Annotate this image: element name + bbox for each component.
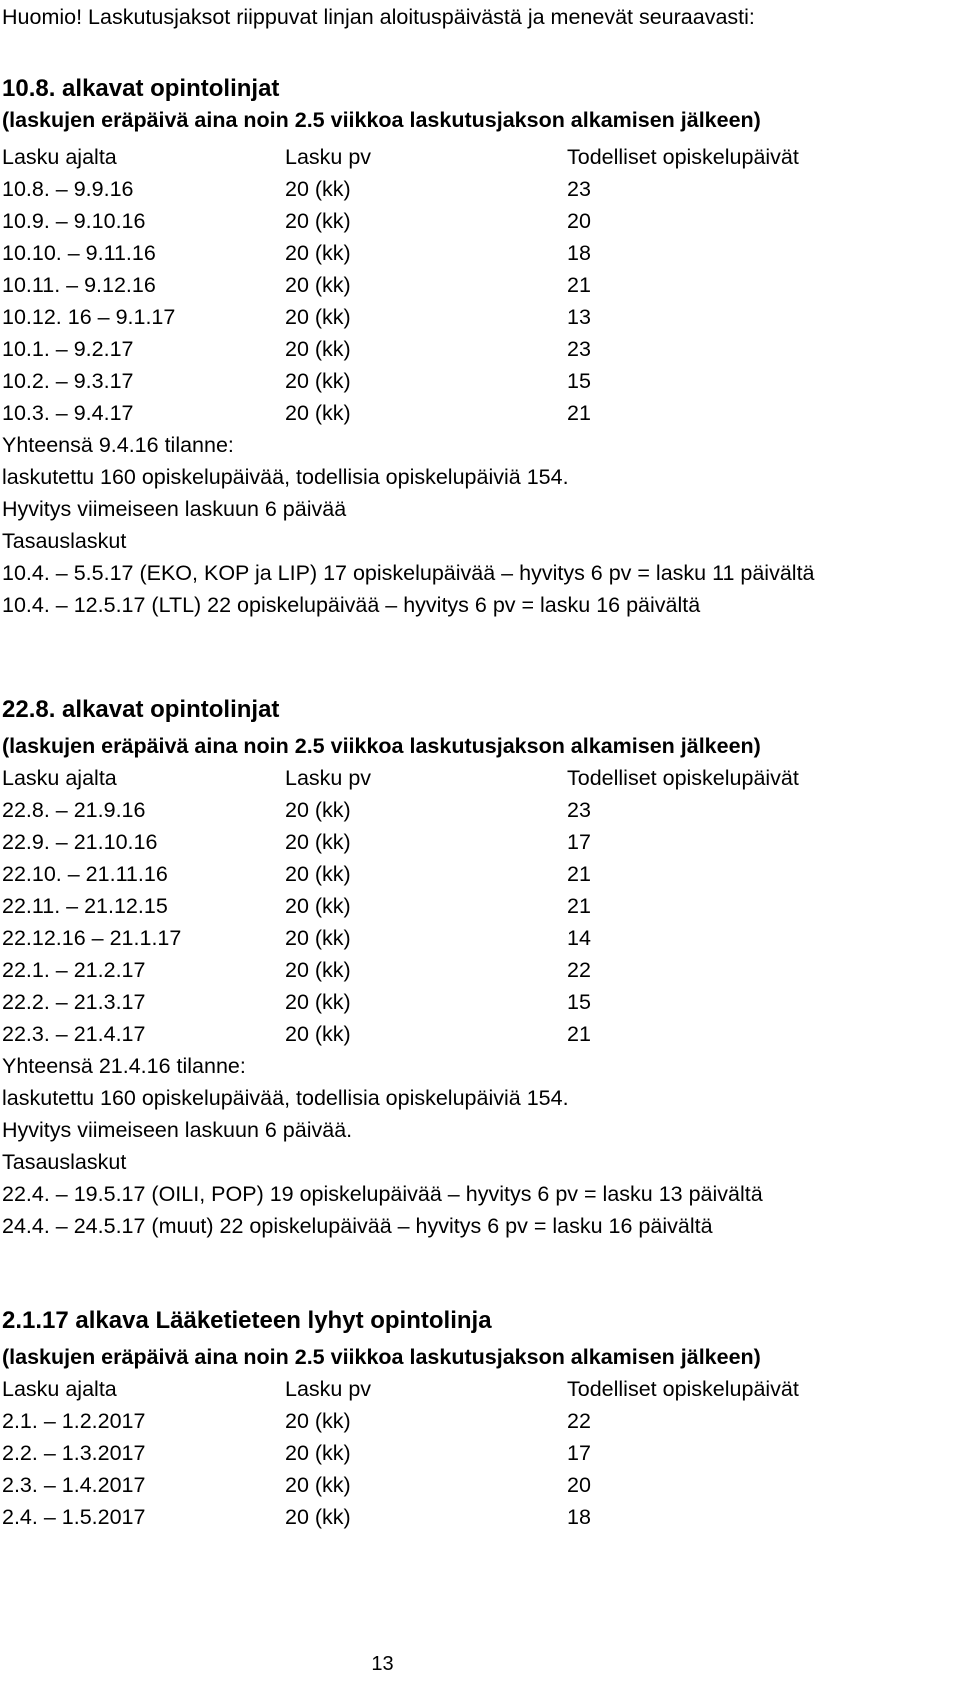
table-cell: 20 (kk) [285, 1409, 351, 1433]
table-cell: 22.2. – 21.3.17 [2, 990, 146, 1014]
table-row [2, 174, 902, 204]
table-row [2, 891, 902, 921]
column-header: Todelliset opiskelupäivät [567, 766, 799, 790]
table-row [2, 1019, 902, 1049]
balance-title: Tasauslaskut [2, 1150, 127, 1174]
table-cell: 20 [567, 209, 591, 233]
table-cell: 10.1. – 9.2.17 [2, 337, 134, 361]
table-cell: 2.1. – 1.2.2017 [2, 1409, 146, 1433]
table-cell: 15 [567, 369, 591, 393]
table-cell: 20 (kk) [285, 958, 351, 982]
table-row [2, 206, 902, 236]
table-cell: 10.12. 16 – 9.1.17 [2, 305, 176, 329]
table-cell: 22.3. – 21.4.17 [2, 1022, 146, 1046]
table-cell: 10.2. – 9.3.17 [2, 369, 134, 393]
table-cell: 20 (kk) [285, 894, 351, 918]
table-cell: 20 (kk) [285, 1473, 351, 1497]
table-cell: 10.3. – 9.4.17 [2, 401, 134, 425]
table-row [2, 1502, 902, 1532]
balance-line: 10.4. – 5.5.17 (EKO, KOP ja LIP) 17 opiskelupäivää – hyvitys 6 pv = lasku 11 päivältä [2, 561, 815, 585]
table-cell: 22 [567, 958, 591, 982]
table-row [2, 955, 902, 985]
table-cell: 10.10. – 9.11.16 [2, 241, 156, 265]
table-header [2, 763, 902, 793]
table-cell: 2.2. – 1.3.2017 [2, 1441, 146, 1465]
table-cell: 23 [567, 798, 591, 822]
table-cell: 21 [567, 273, 591, 297]
table-row [2, 1470, 902, 1500]
table-row [2, 366, 902, 396]
table-cell: 20 (kk) [285, 305, 351, 329]
table-cell: 22.1. – 21.2.17 [2, 958, 146, 982]
column-header: Lasku pv [285, 145, 372, 169]
table-cell: 2.4. – 1.5.2017 [2, 1505, 146, 1529]
table-cell: 20 (kk) [285, 209, 351, 233]
refund-text: Hyvitys viimeiseen laskuun 6 päivää [2, 497, 347, 521]
table-cell: 23 [567, 177, 591, 201]
table-row [2, 859, 902, 889]
table-cell: 20 (kk) [285, 369, 351, 393]
total-text: Yhteensä 21.4.16 tilanne: [2, 1054, 246, 1078]
table-cell: 17 [567, 1441, 591, 1465]
balance-title: Tasauslaskut [2, 529, 127, 553]
billed-text: laskutettu 160 opiskelupäivää, todellisia opiskelupäiviä 154. [2, 1086, 569, 1110]
table-row [2, 795, 902, 825]
table-row [2, 270, 902, 300]
table-cell: 20 (kk) [285, 1441, 351, 1465]
table-cell: 21 [567, 401, 591, 425]
table-row [2, 238, 902, 268]
table-cell: 22.12.16 – 21.1.17 [2, 926, 182, 950]
section-subtitle: (laskujen eräpäivä aina noin 2.5 viikkoa laskutusjakson alkamisen jälkeen) [2, 734, 761, 758]
column-header: Todelliset opiskelupäivät [567, 145, 799, 169]
table-cell: 20 (kk) [285, 1505, 351, 1529]
table-row [2, 302, 902, 332]
table-cell: 10.8. – 9.9.16 [2, 177, 134, 201]
table-row [2, 923, 902, 953]
table-row [2, 827, 902, 857]
table-cell: 13 [567, 305, 591, 329]
column-header: Lasku ajalta [2, 1377, 117, 1401]
table-cell: 10.11. – 9.12.16 [2, 273, 156, 297]
section-title: 10.8. alkavat opintolinjat [2, 75, 280, 102]
table-cell: 20 (kk) [285, 1022, 351, 1046]
column-header: Todelliset opiskelupäivät [567, 1377, 799, 1401]
table-cell: 23 [567, 337, 591, 361]
table-cell: 20 (kk) [285, 990, 351, 1014]
refund-text: Hyvitys viimeiseen laskuun 6 päivää. [2, 1118, 353, 1142]
table-cell: 20 (kk) [285, 337, 351, 361]
billed-text: laskutettu 160 opiskelupäivää, todellisia opiskelupäiviä 154. [2, 465, 569, 489]
column-header: Lasku pv [285, 766, 372, 790]
table-row [2, 1438, 902, 1468]
table-cell: 20 (kk) [285, 177, 351, 201]
column-header: Lasku pv [285, 1377, 372, 1401]
table-cell: 22.10. – 21.11.16 [2, 862, 168, 886]
balance-line: 22.4. – 19.5.17 (OILI, POP) 19 opiskelupäivää – hyvitys 6 pv = lasku 13 päivältä [2, 1182, 763, 1206]
section-title: 22.8. alkavat opintolinjat [2, 696, 280, 723]
notice-text: Huomio! Laskutusjaksot riippuvat linjan aloituspäivästä ja menevät seuraavasti: [2, 5, 755, 29]
page-number: 13 [371, 1653, 394, 1675]
table-cell: 22.8. – 21.9.16 [2, 798, 146, 822]
table-cell: 10.9. – 9.10.16 [2, 209, 146, 233]
table-row [2, 987, 902, 1017]
table-cell: 20 (kk) [285, 401, 351, 425]
table-cell: 20 (kk) [285, 830, 351, 854]
table-cell: 20 (kk) [285, 241, 351, 265]
table-cell: 18 [567, 241, 591, 265]
table-cell: 22 [567, 1409, 591, 1433]
table-cell: 21 [567, 1022, 591, 1046]
table-cell: 21 [567, 862, 591, 886]
table-cell: 22.11. – 21.12.15 [2, 894, 168, 918]
column-header: Lasku ajalta [2, 766, 117, 790]
table-cell: 20 (kk) [285, 926, 351, 950]
table-header [2, 142, 902, 172]
table-cell: 20 [567, 1473, 591, 1497]
table-cell: 14 [567, 926, 591, 950]
table-cell: 20 (kk) [285, 862, 351, 886]
table-cell: 15 [567, 990, 591, 1014]
total-text: Yhteensä 9.4.16 tilanne: [2, 433, 234, 457]
section-title: 2.1.17 alkava Lääketieteen lyhyt opintolinja [2, 1307, 492, 1334]
balance-line: 10.4. – 12.5.17 (LTL) 22 opiskelupäivää – hyvitys 6 pv = lasku 16 päivältä [2, 593, 701, 617]
balance-line: 24.4. – 24.5.17 (muut) 22 opiskelupäivää – hyvitys 6 pv = lasku 16 päivältä [2, 1214, 713, 1238]
table-cell: 18 [567, 1505, 591, 1529]
table-row [2, 334, 902, 364]
section-subtitle: (laskujen eräpäivä aina noin 2.5 viikkoa laskutusjakson alkamisen jälkeen) [2, 1345, 761, 1369]
table-cell: 22.9. – 21.10.16 [2, 830, 158, 854]
table-cell: 2.3. – 1.4.2017 [2, 1473, 146, 1497]
table-cell: 20 (kk) [285, 273, 351, 297]
section-subtitle: (laskujen eräpäivä aina noin 2.5 viikkoa laskutusjakson alkamisen jälkeen) [2, 108, 761, 132]
table-cell: 21 [567, 894, 591, 918]
table-row [2, 1406, 902, 1436]
table-cell: 20 (kk) [285, 798, 351, 822]
table-cell: 17 [567, 830, 591, 854]
table-row [2, 398, 902, 428]
table-header [2, 1374, 902, 1404]
column-header: Lasku ajalta [2, 145, 117, 169]
